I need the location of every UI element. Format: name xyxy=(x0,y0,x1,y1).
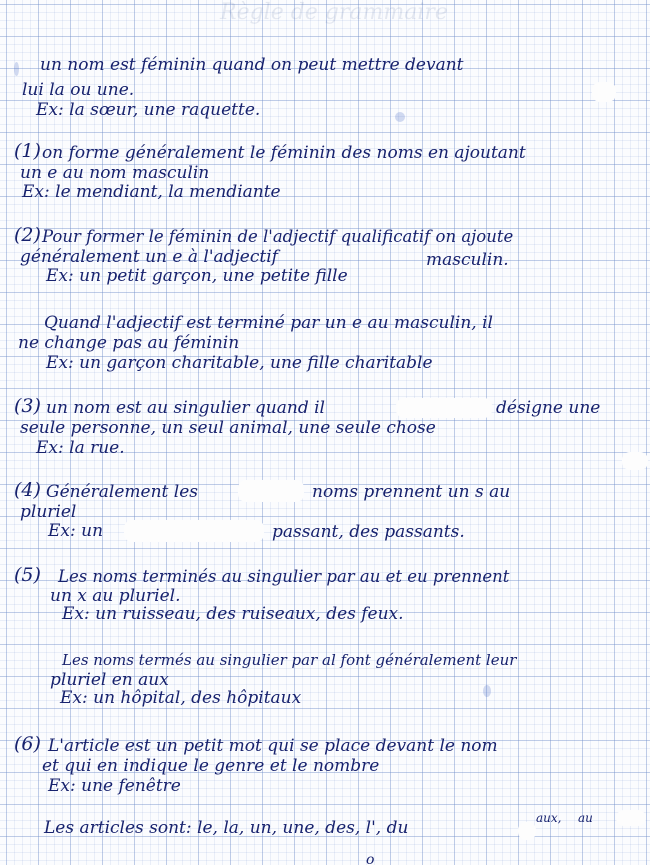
erased-patch xyxy=(616,810,646,826)
text-line: Ex: un ruisseau, des ruiseaux, des feux. xyxy=(62,604,404,624)
stray-mark: o xyxy=(366,852,375,865)
text-line: un nom est féminin quand on peut mettre devant xyxy=(40,55,464,75)
text-line: Ex: la sœur, une raquette. xyxy=(36,100,261,120)
text-line: généralement un e à l'adjectif xyxy=(20,247,278,267)
erased-patch xyxy=(238,480,304,502)
erased-patch xyxy=(124,520,264,542)
text-line: Ex: une fenêtre xyxy=(48,776,181,796)
text-line: Pour former le féminin de l'adjectif qualificatif on ajoute xyxy=(42,227,514,246)
paragraph-number: (2) xyxy=(14,224,41,246)
text-line: passant, des passants. xyxy=(272,522,465,542)
text-line: Les noms termés au singulier par al font généralement leur xyxy=(62,651,517,669)
text-line: pluriel en aux xyxy=(50,670,169,690)
text-line: pluriel xyxy=(20,502,77,522)
text-line: ne change pas au féminin xyxy=(18,333,240,353)
text-line: Ex: la rue. xyxy=(36,438,125,458)
erased-patch xyxy=(622,452,648,470)
erased-patch xyxy=(592,82,616,102)
paragraph-number: (3) xyxy=(14,395,41,417)
text-line: un nom est au singulier quand il xyxy=(46,398,325,418)
text-line: noms prennent un s au xyxy=(312,482,511,502)
text-line: Ex: un hôpital, des hôpitaux xyxy=(60,688,302,708)
text-line: Ex: un garçon charitable, une fille charitable xyxy=(46,353,433,373)
text-line: Ex: un petit garçon, une petite fille xyxy=(46,266,348,286)
text-line: on forme généralement le féminin des noms en ajoutant xyxy=(42,143,526,163)
text-line: L'article est un petit mot qui se place devant le nom xyxy=(48,736,498,756)
faded-heading: Règle de grammaire xyxy=(220,0,448,25)
text-line: lui la ou une. xyxy=(22,80,135,100)
paragraph-number: (4) xyxy=(14,479,41,501)
text-line: et qui en indique le genre et le nombre xyxy=(42,756,380,776)
paragraph-number: (5) xyxy=(14,564,41,586)
ink-blot xyxy=(14,62,19,76)
text-line: désigne une xyxy=(496,398,601,418)
text-line: aux, xyxy=(536,811,562,825)
paragraph-number: (6) xyxy=(14,733,41,755)
text-line: seule personne, un seul animal, une seule chose xyxy=(20,418,436,438)
text-line: Les noms terminés au singulier par au et eu prennent xyxy=(58,567,510,586)
text-line: un x au pluriel. xyxy=(50,586,181,606)
text-line: Les articles sont: le, la, un, une, des, l', du xyxy=(44,818,409,838)
text-line: Ex: un xyxy=(48,521,104,541)
text-line: au xyxy=(578,811,593,825)
ink-blot xyxy=(395,112,405,122)
ink-blot xyxy=(483,685,491,697)
paragraph-number: (1) xyxy=(14,140,41,162)
text-line: Généralement les xyxy=(46,482,198,502)
text-line: Quand l'adjectif est terminé par un e au masculin, il xyxy=(44,313,493,333)
erased-patch xyxy=(396,398,492,418)
text-line: un e au nom masculin xyxy=(20,163,210,183)
erased-patch xyxy=(518,822,536,840)
text-line: Ex: le mendiant, la mendiante xyxy=(22,182,281,202)
text-line: masculin. xyxy=(426,250,509,270)
